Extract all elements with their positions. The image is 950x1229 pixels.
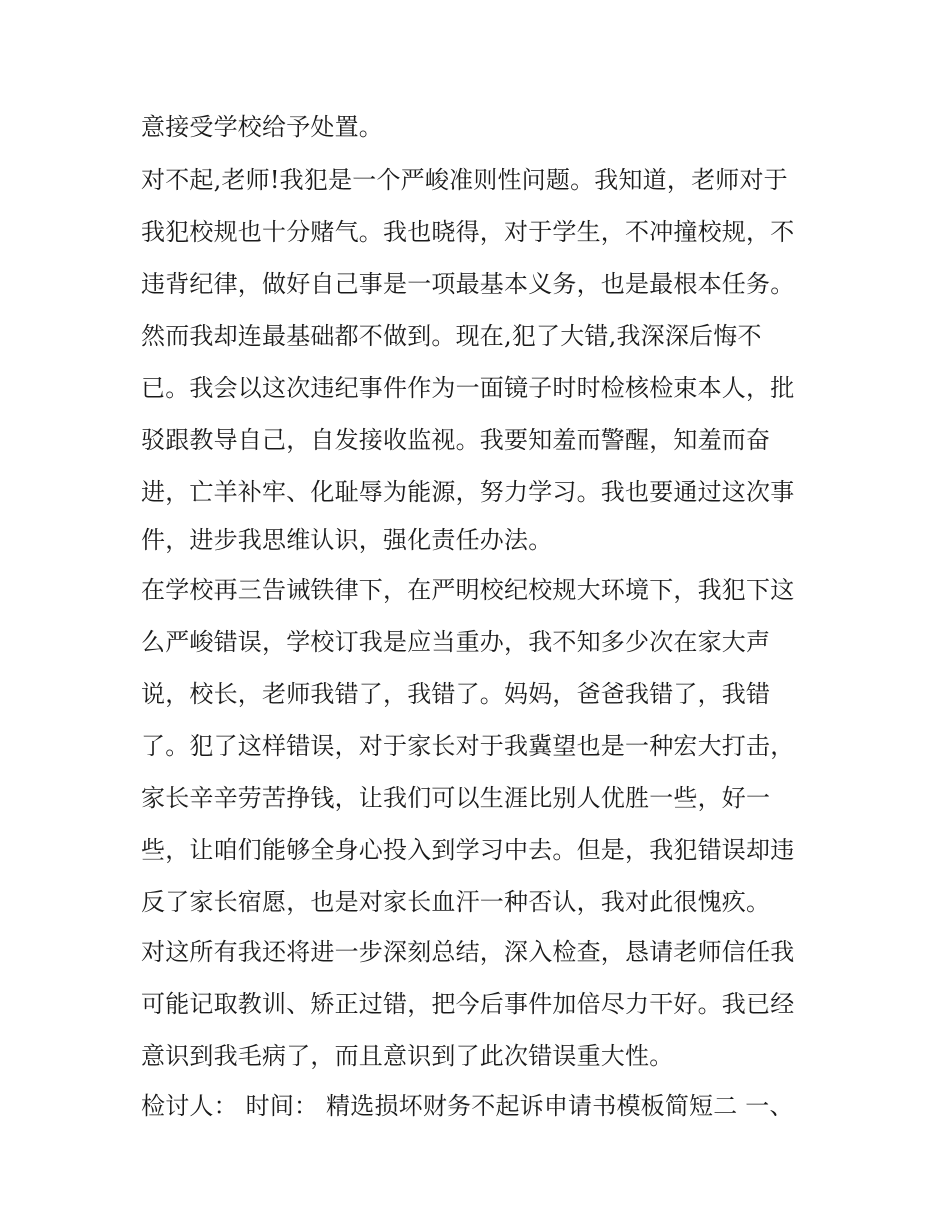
text-line-17: 对这所有我还将进一步深刻总结，深入检查，恳请老师信任我 [141, 938, 795, 966]
text-line-4: 违背纪律，做好自己事是一项最基本义务，也是最根本任务。 [141, 270, 795, 298]
text-line-5: 然而我却连最基础都不做到。现在,犯了大错,我深深后悔不 [141, 322, 762, 350]
text-line-10: 在学校再三告诫铁律下，在严明校纪校规大环境下，我犯下这 [141, 576, 795, 604]
text-line-8: 进，亡羊补牢、化耻辱为能源，努力学习。我也要通过这次事 [141, 478, 795, 506]
text-line-9: 件，进步我思维认识，强化责任办法。 [141, 526, 553, 554]
text-line-13: 了。犯了这样错误，对于家长对于我冀望也是一种宏大打击， [141, 732, 795, 760]
text-line-7: 驳跟教导自己，自发接收监视。我要知羞而警醒，知羞而奋 [141, 426, 771, 454]
text-line-14: 家长辛辛劳苦挣钱，让我们可以生涯比别人优胜一些，好一 [141, 784, 771, 812]
text-line-18: 可能记取教训、矫正过错，把今后事件加倍尽力干好。我已经 [141, 990, 795, 1018]
text-line-16: 反了家长宿愿，也是对家长血汗一种否认，我对此很愧疚。 [141, 888, 771, 916]
text-line-6: 已。我会以这次违纪事件作为一面镜子时时检核检束本人，批 [141, 374, 795, 402]
text-line-20: 检讨人： 时间： 精选损坏财务不起诉申请书模板简短二 一、 [141, 1092, 794, 1120]
text-line-1: 意接受学校给予处置。 [141, 113, 383, 141]
text-line-19: 意识到我毛病了，而且意识到了此次错误重大性。 [141, 1042, 674, 1070]
text-line-12: 说，校长，老师我错了，我错了。妈妈，爸爸我错了，我错 [141, 680, 771, 708]
text-line-11: 么严峻错误，学校订我是应当重办，我不知多少次在家大声 [141, 628, 771, 656]
text-line-3: 我犯校规也十分赌气。我也晓得，对于学生，不冲撞校规，不 [141, 218, 795, 246]
text-line-15: 些，让咱们能够全身心投入到学习中去。但是，我犯错误却违 [141, 836, 795, 864]
text-line-2: 对不起,老师!我犯是一个严峻准则性问题。我知道，老师对于 [141, 166, 788, 194]
